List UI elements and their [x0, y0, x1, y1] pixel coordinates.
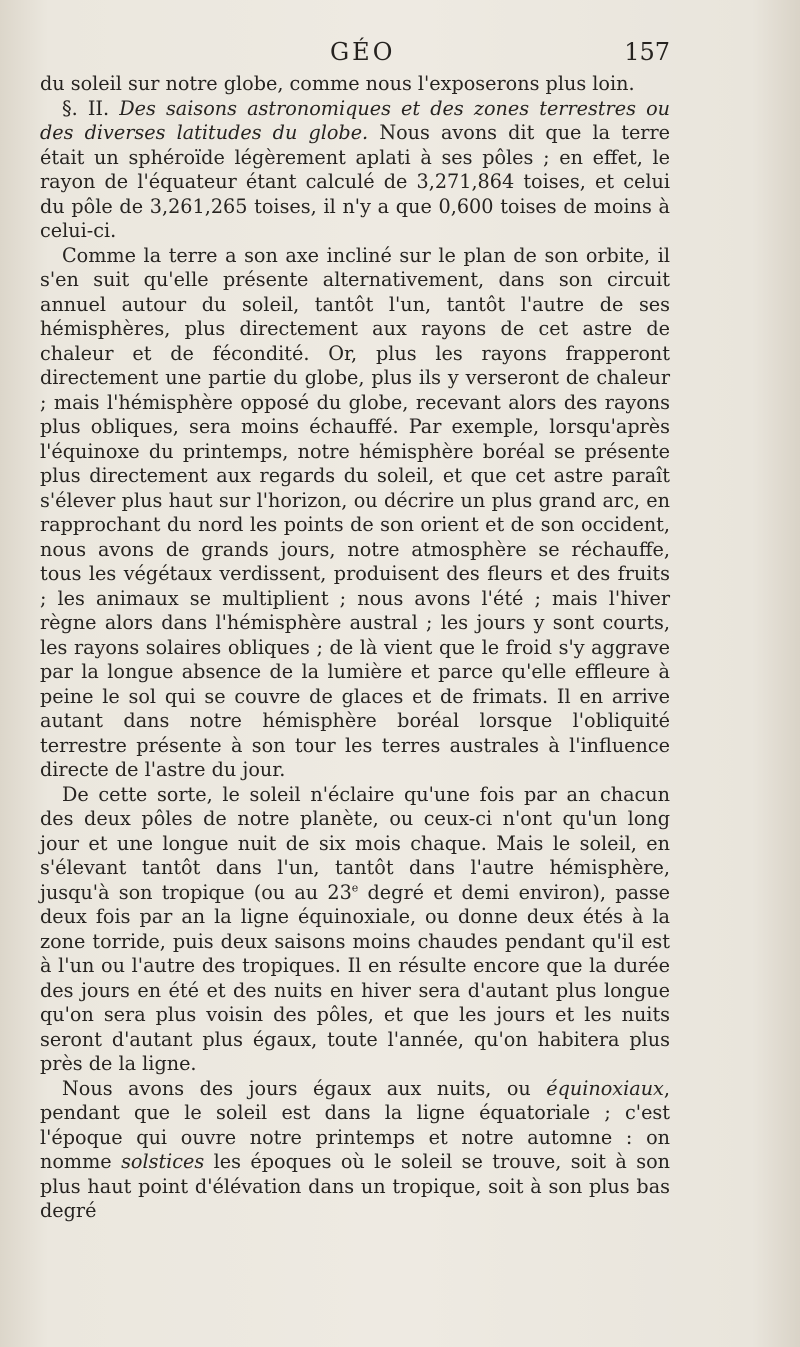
- superscript: e: [351, 881, 359, 895]
- paragraph-axis-inclination: [40, 244, 670, 783]
- paragraph-text: Nous avons dit que la terre était un sphéroïde légèrement aplati à ses pôles ; en effet, le rayon de l'équateur étant calculé de 3,271,864 toises, et celui du pôle de 3,261,265 toises, il n'y a que 0,600 toises de moins à celui-ci.: [40, 121, 671, 242]
- paragraph-section-2: [40, 97, 670, 244]
- paragraph-text: Comme la terre a son axe incliné sur le plan de son orbite, il s'en suit qu'elle présente alternativement, dans son circuit annuel autour du soleil, tantôt l'un, tantôt l'autre de ses hémisphères, plus directement aux rayons de cet astre de chaleur et de fécondité. Or, plus les rayons frapperont directement une partie du globe, plus ils y verseront de chaleur ; mais l'hémisphère opposé du globe, recevant alors des rayons plus obliques, sera moins échauffé. Par exemple, lorsqu'après l'équinoxe du printemps, notre hémisphère boréal se présente plus directement aux regards du soleil, et que cet astre paraît s'élever plus haut sur l'horizon, ou décrire un plus grand arc, en rapprochant du nord les points de son orient et de son occident, nous avons de grands jours, notre atmosphère se réchauffe, tous les végétaux verdissent, produisent des fleurs et des fruits ; les animaux se multiplient ; nous avons l'été ; mais l'hiver règne alors dans l'hémisphère austral ; les jours y sont courts, les rayons solaires obliques ; de là vient que le froid s'y aggrave par la longue absence de la lumière et parce qu'elle effleure à peine le sol qui se couvre de glaces et de frimats. Il en arrive autant dans notre hémisphère boréal lorsque l'obliquité terrestre présente à son tour les terres australes à l'influence directe de l'astre du jour.: [40, 243, 670, 781]
- body-text: [40, 72, 670, 1224]
- paragraph-text: du soleil sur notre globe, comme nous l'exposerons plus loin.: [40, 72, 635, 95]
- term-equinoxiaux: équinoxiaux: [546, 1076, 664, 1100]
- page-number: 157: [624, 38, 670, 66]
- section-title: Des saisons astronomiques et des zones terrestres ou des diverses latitudes du globe.: [40, 96, 670, 144]
- paragraph-text-b: , pendant que le soleil est dans la ligne équatoriale ; c'est l'époque qui ouvre notre printemps et notre automne : on nomme: [40, 1076, 670, 1173]
- paragraph-text-c: les époques où le soleil se trouve, soit à son plus haut point d'élévation dans un tropique, soit à son plus bas degré: [40, 1150, 670, 1222]
- paragraph-continuation: [40, 72, 670, 97]
- running-head: GÉO: [330, 38, 396, 66]
- term-solstices: solstices: [121, 1150, 205, 1173]
- paragraph-poles: [40, 783, 670, 1077]
- paragraph-text-a: Nous avons des jours égaux aux nuits, ou: [62, 1076, 531, 1100]
- paragraph-text-end: degré et demi environ), passe deux fois par an la ligne équinoxiale, ou donne deux étés à la zone torride, puis deux saisons moins chaudes pendant qu'il est à l'un ou l'autre des tropiques. Il en résulte encore que la durée des jours en été et des nuits en hiver sera d'autant plus longue qu'on sera plus voisin des pôles, et que les jours et les nuits seront d'autant plus égaux, toute l'année, qu'on habitera plus près de la ligne.: [40, 880, 670, 1075]
- paragraph-equinoxes: [40, 1077, 670, 1224]
- paragraph-text-start: De cette sorte, le soleil n'éclaire qu'une fois par an chacun des deux pôles de notre planète, ou ceux-ci n'ont qu'un long jour et une longue nuit de six mois chaque. Mais le soleil, en s'élevant tantôt dans l'un, tantôt dans l'autre hémisphère, jusqu'à son tropique (ou au 23: [40, 782, 670, 904]
- section-number: §. II.: [62, 96, 110, 120]
- page-header: [40, 38, 670, 72]
